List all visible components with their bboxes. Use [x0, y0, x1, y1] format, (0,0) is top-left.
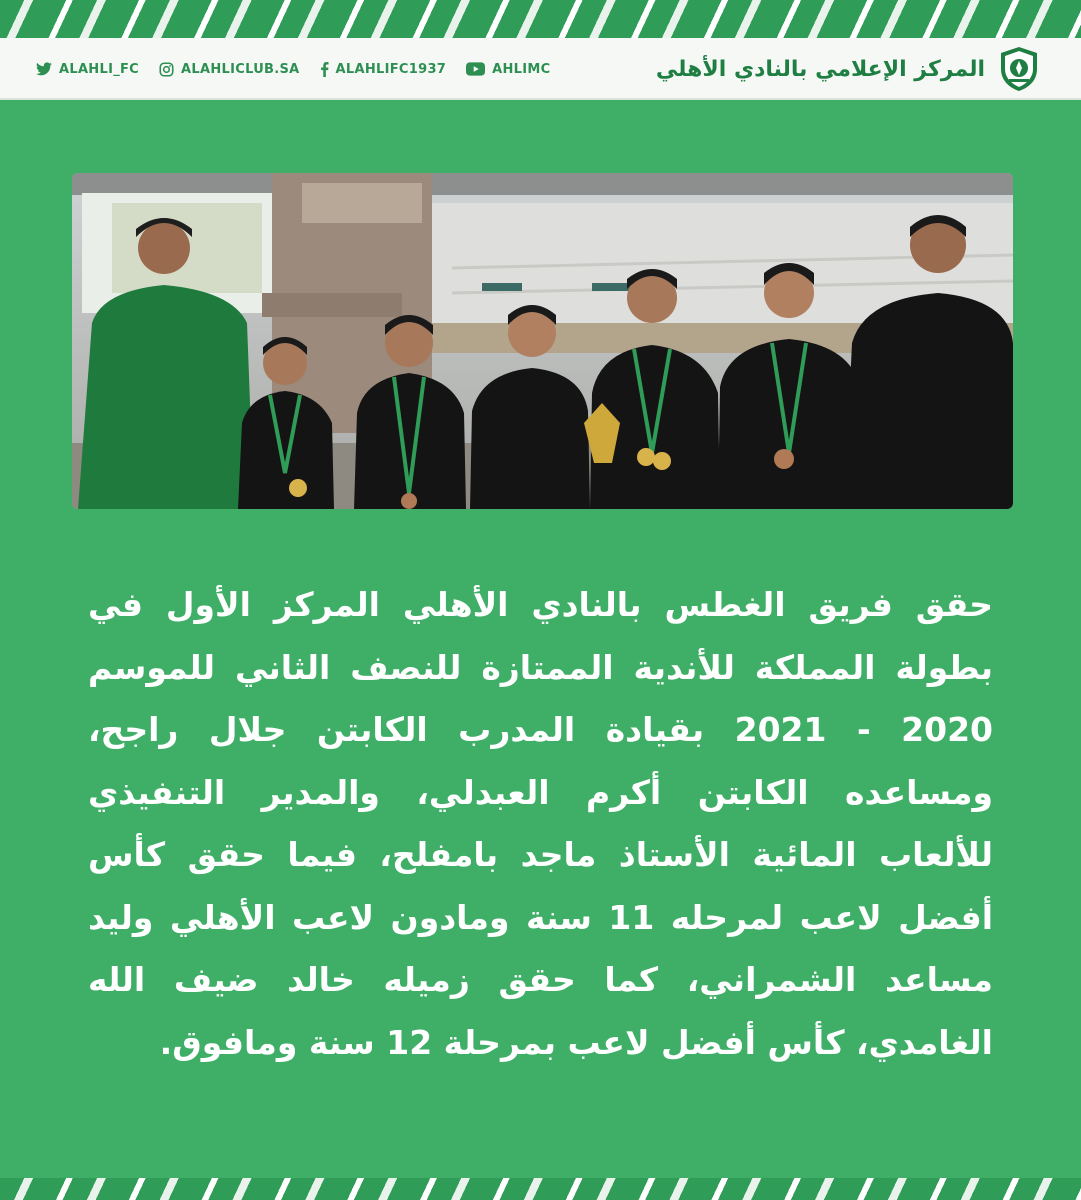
- facebook-icon: [320, 62, 329, 77]
- social-twitter-label: ALAHLI_FC: [59, 61, 140, 77]
- social-facebook[interactable]: [320, 62, 447, 77]
- twitter-icon: [36, 62, 52, 76]
- team-photo: [72, 173, 1013, 509]
- social-youtube[interactable]: [466, 62, 550, 77]
- social-facebook-label: ALAHLIFC1937: [335, 61, 447, 77]
- social-twitter[interactable]: [36, 62, 139, 77]
- top-decorative-band: [0, 0, 1081, 38]
- bottom-decorative-band: [0, 1178, 1081, 1200]
- brand-title: المركز الإعلامي بالنادي الأهلي: [655, 56, 985, 82]
- header-bar: [0, 38, 1081, 100]
- al-ahli-crest-icon: [997, 45, 1041, 93]
- article-body: حقق فريق الغطس بالنادي الأهلي المركز الأول في بطولة المملكة للأندية الممتازة للنصف الثاني للموسم 2020 - 2021 بقيادة المدرب الكابتن جلال راجح، ومساعده الكابتن أكرم العبدلي، والمدير التنفيذي للألعاب المائية الأستاذ ماجد بامفلح، فيما حقق كأس أفضل لاعب لمرحله 11 سنة ومادون لاعب الأهلي وليد مساعد الشمراني، كما حقق زميله خالد ضيف الله الغامدي، كأس أفضل لاعب بمرحلة 12 سنة ومافوق.: [88, 585, 994, 1062]
- social-youtube-label: AHLIMC: [492, 61, 551, 77]
- instagram-icon: [159, 62, 174, 77]
- social-links: [36, 38, 550, 100]
- team-photo-illustration: [72, 173, 1013, 509]
- youtube-icon: [466, 62, 485, 76]
- social-instagram-label: ALAHLICLUB.SA: [181, 61, 300, 77]
- social-instagram[interactable]: [159, 62, 300, 77]
- brand: [656, 38, 1041, 100]
